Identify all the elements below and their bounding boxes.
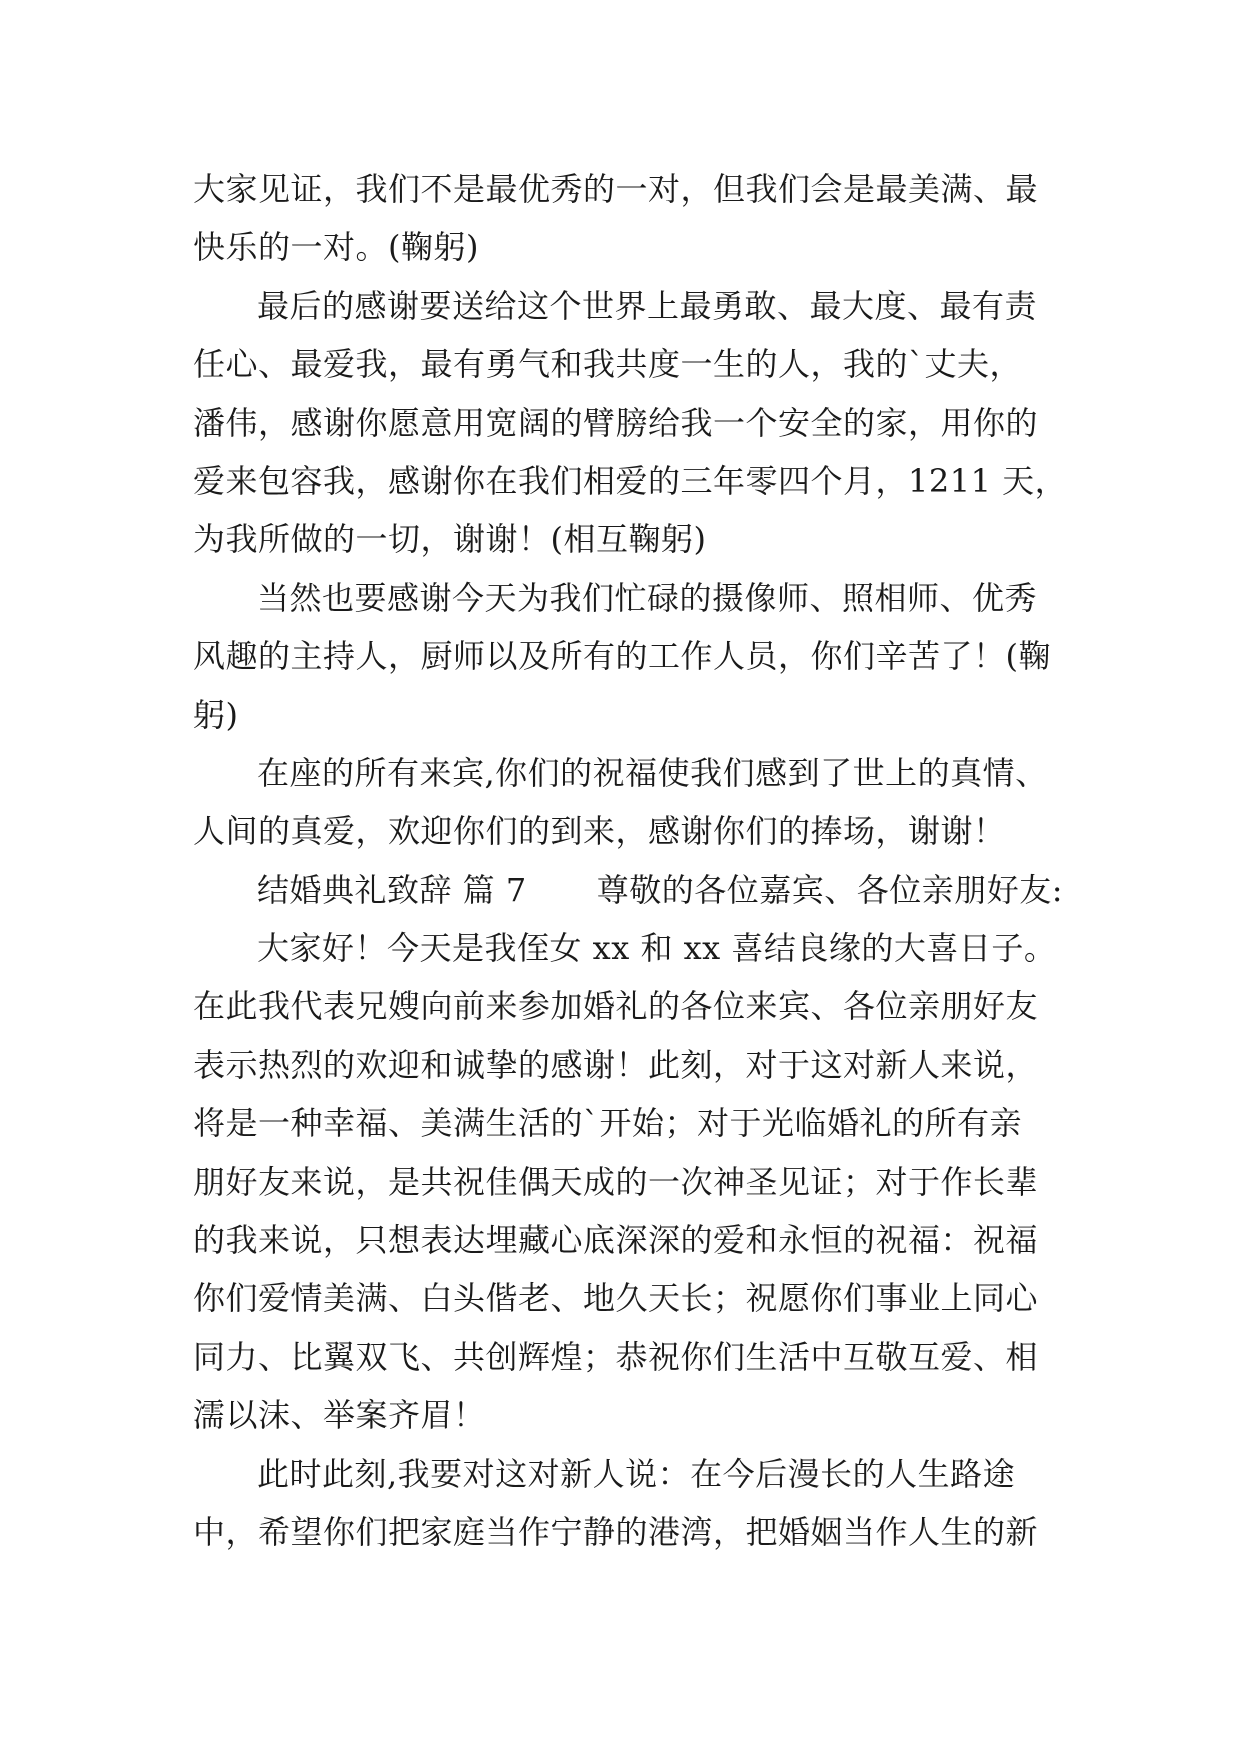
paragraph-start-line: 当然也要感谢今天为我们忙碌的摄像师、照相师、优秀 <box>257 578 1038 617</box>
text-line: 你们爱情美满、白头偕老、地久天长；祝愿你们事业上同心 <box>193 1279 1039 1318</box>
text-line: 爱来包容我，感谢你在我们相爱的三年零四个月，1211 天， <box>193 461 1068 500</box>
text-line: 人间的真爱，欢迎你们的到来，感谢你们的捧场，谢谢！ <box>193 812 1006 851</box>
text-line: 潘伟，感谢你愿意用宽阔的臂膀给我一个安全的家，用你的 <box>193 403 1039 442</box>
section-salutation: 尊敬的各位嘉宾、各位亲朋好友: <box>596 870 1063 909</box>
text-line: 为我所做的一切，谢谢！(相互鞠躬) <box>193 520 707 559</box>
section-title: 结婚典礼致辞 篇 7 <box>257 870 527 909</box>
paragraph-start-line: 在座的所有来宾,你们的祝福使我们感到了世上的真情、 <box>257 753 1048 792</box>
document-body <box>193 160 1068 1561</box>
text-line: 同力、比翼双飞、共创辉煌；恭祝你们生活中互敬互爱、相 <box>193 1337 1039 1376</box>
text-line: 将是一种幸福、美满生活的`开始；对于光临婚礼的所有亲 <box>193 1104 1023 1143</box>
text-line: 风趣的主持人，厨师以及所有的工作人员，你们辛苦了！(鞠 <box>193 637 1051 676</box>
text-line: 躬) <box>193 695 239 734</box>
text-line: 快乐的一对。(鞠躬) <box>193 228 479 267</box>
text-line: 朋好友来说，是共祝佳偶天成的一次神圣见证；对于作长辈 <box>193 1162 1039 1201</box>
paragraph-start-line: 大家好！今天是我侄女 xx 和 xx 喜结良缘的大喜日子。 <box>257 929 1057 968</box>
text-line: 在此我代表兄嫂向前来参加婚礼的各位来宾、各位亲朋好友 <box>193 987 1039 1026</box>
paragraph-start-line: 此时此刻,我要对这对新人说：在今后漫长的人生路途 <box>257 1454 1016 1493</box>
text-line: 濡以沫、举案齐眉！ <box>193 1396 486 1435</box>
section-heading <box>193 861 1063 919</box>
text-line: 大家见证，我们不是最优秀的一对，但我们会是最美满、最 <box>193 170 1039 208</box>
text-line: 的我来说，只想表达埋藏心底深深的爱和永恒的祝福：祝福 <box>193 1221 1039 1260</box>
text-line: 中，希望你们把家庭当作宁静的港湾，把婚姻当作人生的新 <box>193 1512 1039 1551</box>
text-line: 任心、最爱我，最有勇气和我共度一生的人，我的`丈夫， <box>193 345 1023 384</box>
paragraph-start-line: 最后的感谢要送给这个世界上最勇敢、最大度、最有责 <box>257 286 1038 325</box>
text-line: 表示热烈的欢迎和诚挚的感谢！此刻，对于这对新人来说， <box>193 1045 1039 1084</box>
